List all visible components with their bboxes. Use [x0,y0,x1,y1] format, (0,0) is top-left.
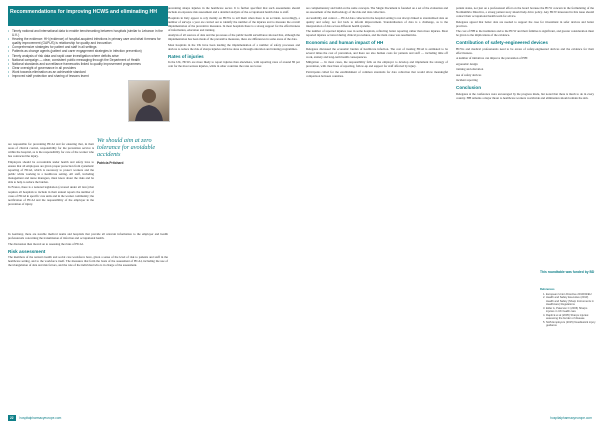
recommendation-item: • Hearing the evidence: HH (evidence) of hospital-acquired infections in primary care and what it means for quality improvement (GAPUS) is relationship for quality and innovation [8,37,168,45]
reference-item: 4. Rapiti E et al (2005) Sharps injuries: assessing the burden of disease [546,314,596,321]
section-heading: Contribution of safety-engineered devices [456,40,548,46]
recommendation-item: • Work towards elimination as an achievable standard [8,70,168,74]
section-heading: Rates of injuries [168,53,204,59]
paragraph: patient status, not just on a professional effort on the board because the HCW concern in the formulating of the Northumbria Directive, a strong patient story should help drive policy. Any HCW interested in this issue should contact their occupational health team for advice. [456,6,594,19]
recommendation-item: • Comprehensive strategies for patient and staff in all settings [8,45,168,49]
paragraph: In the UK, HCWs are more likely to report injuries than elsewhere, with reporting rates of around 80 per cent for the most serious injuries, while in other countries the rates are lower. [168,60,300,69]
column-2 [168,6,300,70]
pull-quote-attribution: Patricia Pritchard [97,160,124,165]
column-1-lower [8,232,168,268]
paragraph: The members of the nation's health and social care workforce have, given a sense of the level of risk to patients and staff in the healthcare setting, and to the workforce itself. The measures that form the basis of the assessment of HCAI, including the use of the triangulation of data and risk factors, and the role of the individual who is in charge of the assessment. [8,254,168,267]
reference-item: 5. NHS Employers (2015) Needlestick injury guidance [546,321,596,328]
column-1 [8,142,94,207]
recommendation-item: • Clear oversight of governance in all providers [8,66,168,70]
references [540,288,596,328]
reference-item: 2. Health and Safety Executive (2013) Health and Safety (Sharp Instruments in Healthcare) Regulations [546,296,596,307]
paragraph: In Germany, there are notable medical teams and hospitals that provide all relevant information to the employer and health professionals concerning the transmission of infection and occupational health. [8,232,168,241]
list-item: ergonomic design [456,61,478,66]
paragraph: Employers should be accountable under health and safety laws to ensure that all employees are given proper protection from systematic reporting of HCAI, which is necessary to protect workers and the public while working in a healthcare setting. All staff, including management and nurse managers, must know about the risks and be able to help to reduce the burden. [8,159,94,184]
paragraph: Mitigation — In most cases, the responsibility falls on the employer to develop and implement the strategy of prevention, with clear lines of reporting, follow-up and support for staff affected by injury. [306,60,448,69]
recommendation-item: • Patients as change agents (patient and carer engagement strategies in infection prevention) [8,49,168,53]
paragraph: Participants called for the establishment of common standards for data collection that would allow meaningful comparison between countries. [306,69,448,78]
paragraph: The discussion then moved on to assessing the risks of HCAI. [8,241,84,246]
references-list [540,293,596,328]
paragraph: The cost of HH to the institution and to the HCW and their families is significant, and greater consideration must be given to the implications of the evidence. [456,29,594,38]
recommendation-item: • Timely analysis of risk data and rapid case investigation where deficits arise [8,54,168,58]
funding-note: This roundtable was funded by BD [540,270,595,274]
paragraph: Delegates at the conference were encouraged by the progress made, but noted that there is much to do in every country. HH remains a major threat to healthcare workers worldwide and elimination should remain the aim. [456,91,594,100]
recommendations-list [8,29,168,78]
list-item: incident reporting [456,78,478,83]
recommendation-item: • National campaign — clear, consistent public messaging through the Department of Health [8,58,168,62]
list-item: use of safety devices [456,72,482,77]
section-heading: Economic and human impact of HH [306,40,384,46]
pull-quote-text: We should aim at zero tolerance for avoidable accidents [97,137,156,159]
recommendation-item: • Improved staff protection and sharing of lessons learnt [8,74,168,78]
recommendation-item: • Timely national and international data to enable benchmarking between hospitals (similar to Lebanon in the U.K.) [8,29,168,37]
paragraph: Most hospitals in the UK have been leading the implementation of a number of safety processes and devices to reduce the risk of sharps injuries and have done so through education and training programmes. [168,42,300,51]
reference-item: 3. Elder A, Paterson C (2006) Sharps injuries in UK health care [546,307,596,314]
paragraph: Delegates agreed that better data are needed to support the case for investment in safer devices and better practices. [456,19,594,28]
paragraph: are complementary and build on the same concepts. The Single Document is founded on a set of the evaluation and an assessment of the methodology of the risk and data collection. [306,6,448,15]
author-photo [128,80,170,122]
page-number: 22 [10,416,14,420]
references-heading: References [540,288,555,291]
footer-left-text: hospitalpharmacyeurope.com [19,416,62,420]
paragraph: Hospitals in Italy appear to rely mainly on HCWs to tell them when there is an accident. Accordingly, a number of surveys a year are carried out to identify the number of the injuries and to measure the overall implementation of the preventive measures. In most hospitals there is a strong support for the effectiveness of information, education and training. [168,15,300,32]
footer-right-text: hospitalpharmacyeurope.com [550,416,592,420]
paragraph: preventing sharps injuries in the healthcare sector. It is further specified that such assessments should include an exposure risk assessment and a detailed analysis of the occupational health risks to staff. [168,6,300,15]
paragraph: Analysis of all sources of data and the processes of the public health surveillance showed that, although the implementation has been made of the preventive measures, there are differences in some areas of the data. [168,33,300,42]
recommendation-item: • National standards and surveillance frameworks linked to quality improvement programmes [8,62,168,66]
section-heading: Conclusion [456,85,482,91]
paragraph: HCWs and medical professionals need to be aware of safety-engineered devices and the evidence for their effectiveness. [456,46,594,55]
reference-item: 1. European Union Directive 2010/32/EU [546,293,596,297]
recommendations-title: Recommendations for improving HCWS and eliminating HH [10,9,157,15]
list-item: training and education [456,67,484,72]
paragraph: Accessibility and control — HCAI data collected in the hospital setting is not always linked to standardised data on quality and safety, nor fed back to inform improvement. Standardisation of data is a challenge, as is the interpretation of data across different health systems. [306,15,448,28]
column-3 [306,6,448,79]
paragraph: The number of reported injuries rose in some hospitals, reflecting better reporting rather than more injuries. Most reported injuries occurred during clinical procedures, and the main cause was needlesticks. [306,29,448,38]
portrait-image [129,81,169,121]
paragraph: are responsible for preventing HCAI and for ensuring that, in their areas of clinical control, responsibility for the prevention service is within the hospital, as is the responsibility for care of the worker who has contracted the injury. [8,142,94,159]
paragraph: A number of initiatives can improve the prevention of HH: [456,56,528,61]
paragraph: Delegates discussed the economic burden of healthcare infection. The cost of treating HCAI is estimated to be several times the cost of prevention, and there are also human costs for patients and staff — including time off work, anxiety and long-term health consequences. [306,46,448,59]
page-footer [8,415,592,421]
section-heading: Risk assessment [8,248,46,254]
column-4 [456,6,594,101]
paragraph: In France, there is a national legislation (covered under all laws) that requires all hospitals to include in their annual reports the number of cases of HCAI in specific care units and in the worker community; the notification of HCAI and the responsibility of the employer in the prevention of injury. [8,185,94,206]
pull-quote [97,137,167,165]
